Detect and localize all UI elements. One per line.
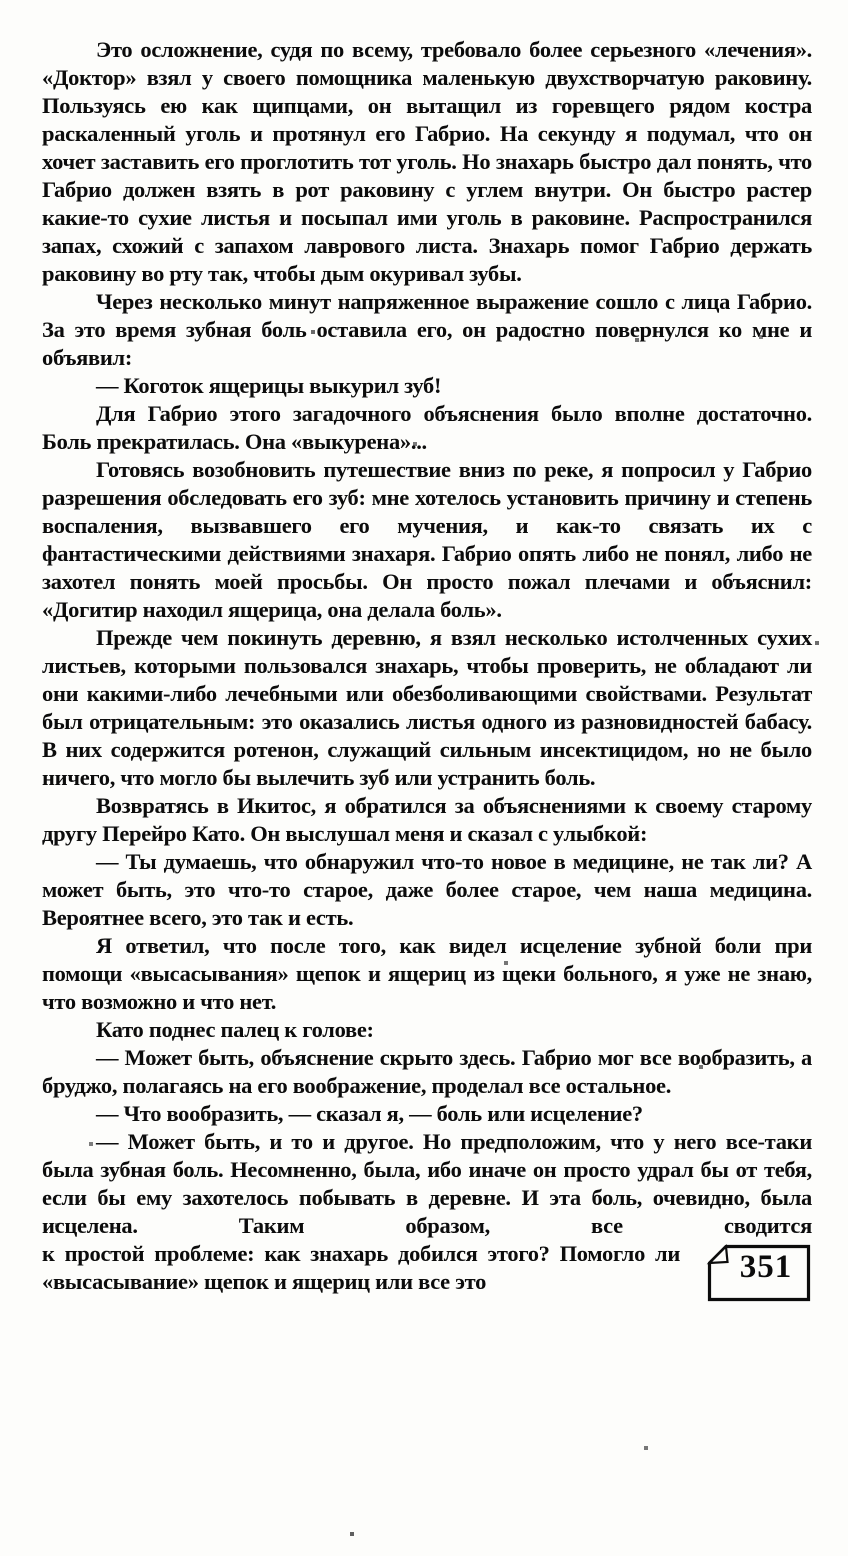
- paragraph: Готовясь возобновить путешествие вниз по реке, я попросил у Габрио разрешения обследовать его зуб: мне хотелось установить причину и степень воспаления, вызвавшего его мучения, и как-то связать их с фантастическими действиями знахаря. Габрио опять либо не понял, либо не захотел понять моей просьбы. Он просто пожал плечами и объяснил: «Догитир находил ящерица, она делала боль».: [42, 457, 812, 622]
- dialogue-paragraph: — Может быть, объяснение скрыто здесь. Габрио мог все вообразить, а бруджо, полагаясь на его воображение, проделал все остальное.: [42, 1045, 812, 1098]
- dialogue-paragraph: — Что вообразить, — сказал я, — боль или исцеление?: [96, 1101, 643, 1126]
- paragraph: Прежде чем покинуть деревню, я взял несколько истолченных сухих листьев, которыми пользовался знахарь, чтобы проверить, не обладают ли они какими-либо лечебными или обезболивающими свойствами. Результат был отрицательным: это оказались листья одного из разновидностей бабасу. В них содержится ротенон, служащий сильным инсектицидом, но не было ничего, что могло бы вылечить зуб или устранить боль.: [42, 625, 812, 790]
- paragraph: Возвратясь в Икитос, я обратился за объяснениями к своему старому другу Перейро Като. Он выслушал меня и сказал с улыбкой:: [42, 793, 812, 846]
- paragraph: Като поднес палец к голове:: [96, 1017, 374, 1042]
- last-paragraph-row: [42, 1240, 812, 1303]
- paragraph: Я ответил, что после того, как видел исцеление зубной боли при помощи «высасывания» щепок и ящериц из щеки больного, я уже не знаю, что возможно и что нет.: [42, 933, 812, 1014]
- paragraph: Для Габрио этого загадочного объяснения было вполне достаточно. Боль прекратилась. Она «выкурена»...: [42, 401, 812, 454]
- scan-noise: [0, 0, 2, 2]
- dialogue-paragraph: — Коготок ящерицы выкурил зуб!: [96, 373, 442, 398]
- page-number: 351: [739, 1249, 793, 1285]
- paragraph: Через несколько минут напряженное выражение сошло с лица Габрио. За это время зубная боль оставила его, он радостно повернулся ко мне и объявил:: [42, 289, 812, 370]
- last-paragraph-continuation: к простой проблеме: как знахарь добился этого? Помогло ли «высасывание» щепок и ящериц или все это: [42, 1241, 680, 1294]
- book-page-text: [42, 36, 812, 1303]
- last-paragraph-start: — Может быть, и то и другое. Но предположим, что у него все-таки была зубная боль. Несомненно, была, ибо иначе он просто удрал бы от тебя, если бы ему захотелось побывать в деревне. И эта боль, очевидно, была исцелена. Таким образом, все сводится: [42, 1129, 812, 1238]
- paragraph: Это осложнение, судя по всему, требовало более серьезного «лечения». «Доктор» взял у своего помощника маленькую двухстворчатую раковину. Пользуясь ею как щипцами, он вытащил из горевщего рядом костра раскаленный уголь и протянул его Габрио. На секунду я подумал, что он хочет заставить его проглотить тот уголь. Но знахарь быстро дал понять, что Габрио должен взять в рот раковину с углем внутри. Он быстро растер какие-то сухие листья и посыпал ими уголь в раковине. Распространился запах, схожий с запахом лаврового листа. Знахарь помог Габрио держать раковину во рту так, чтобы дым окуривал зубы.: [42, 37, 812, 286]
- page-number-badge: [706, 1243, 812, 1303]
- dialogue-paragraph: — Ты думаешь, что обнаружил что-то новое в медицине, не так ли? А может быть, это что-то старое, даже более старое, чем наша медицина. Вероятнее всего, это так и есть.: [42, 849, 812, 930]
